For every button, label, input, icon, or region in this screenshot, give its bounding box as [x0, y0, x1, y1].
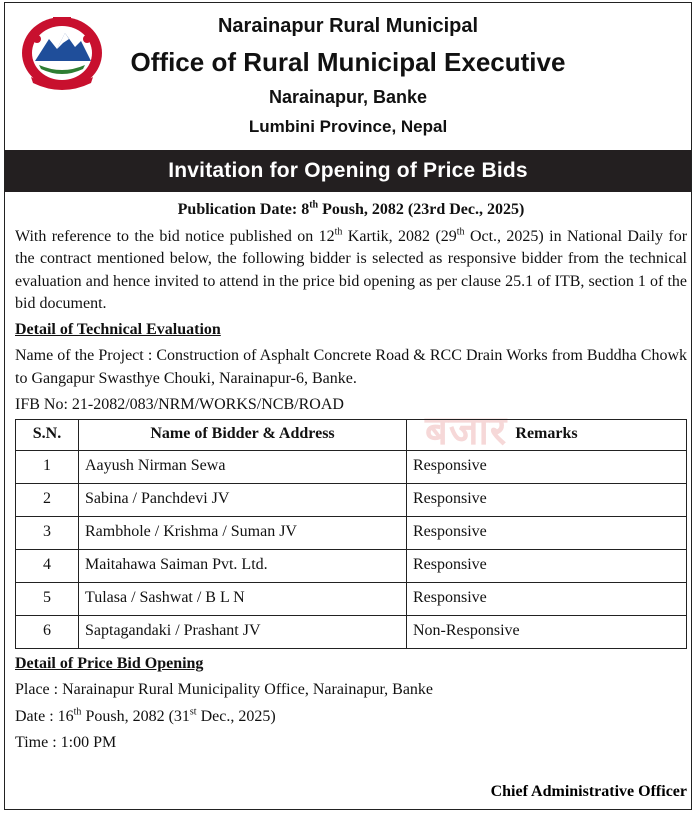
table-row: [16, 516, 687, 549]
col-remarks: Remarks: [407, 419, 687, 450]
cell-remarks: Non-Responsive: [407, 615, 687, 648]
cell-remarks: Responsive: [407, 450, 687, 483]
bidder-table: [15, 419, 687, 649]
office-location: Narainapur, Banke: [268, 87, 428, 107]
cell-bidder: Sabina / Panchdevi JV: [79, 483, 407, 516]
cell-sn: 1: [16, 450, 79, 483]
cell-sn: 6: [16, 615, 79, 648]
cell-sn: 2: [16, 483, 79, 516]
cell-sn: 5: [16, 582, 79, 615]
intro-paragraph: With reference to the bid notice published on 12th Kartik, 2082 (29th Oct., 2025) in National Daily for the contract mentioned below, the following bidder is selected as responsive bidder from the technical evaluation and hence invited to attend in the price bid opening as per clause 25.1 of ITB, section 1 of the bid document.: [15, 226, 688, 312]
province: Lumbini Province, Nepal: [248, 117, 448, 136]
notice-title: Invitation for Opening of Price Bids: [5, 150, 691, 192]
watermark: बजार: [425, 408, 508, 454]
table-row: [16, 450, 687, 483]
table-row: [16, 483, 687, 516]
table-row: [16, 549, 687, 582]
col-sn: S.N.: [16, 419, 79, 450]
project-name: Name of the Project : Construction of Asphalt Concrete Road & RCC Drain Works from Buddha Chowk to Gangapur Swasthye Chouki, Narainapur-6, Banke.: [15, 347, 687, 387]
cell-remarks: Responsive: [407, 516, 687, 549]
cell-bidder: Saptagandaki / Prashant JV: [79, 615, 407, 648]
table-row: [16, 582, 687, 615]
cell-bidder: Rambhole / Krishma / Suman JV: [79, 516, 407, 549]
ifb-number: IFB No: 21-2082/083/NRM/WORKS/NCB/ROAD: [15, 396, 344, 413]
cell-bidder: Aayush Nirman Sewa: [79, 450, 407, 483]
cell-sn: 4: [16, 549, 79, 582]
date-line: Date : 16th Poush, 2082 (31st Dec., 2025): [15, 706, 276, 725]
place-line: Place : Narainapur Rural Municipality Office, Narainapur, Banke: [15, 681, 434, 698]
table-header-row: [16, 419, 687, 450]
cell-bidder: Tulasa / Sashwat / B L N: [79, 582, 407, 615]
time-line: Time : 1:00 PM: [15, 734, 117, 751]
cell-bidder: Maitahawa Saiman Pvt. Ltd.: [79, 549, 407, 582]
table-row: [16, 615, 687, 648]
publication-date: Publication Date: 8th Poush, 2082 (23rd Dec., 2025): [177, 199, 525, 218]
cell-sn: 3: [16, 516, 79, 549]
cell-remarks: Responsive: [407, 549, 687, 582]
technical-heading: Detail of Technical Evaluation: [15, 320, 221, 338]
office-name: Office of Rural Municipal Executive: [130, 47, 566, 77]
cell-remarks: Responsive: [407, 582, 687, 615]
cell-remarks: Responsive: [407, 483, 687, 516]
header: [5, 3, 691, 149]
col-bidder: Name of Bidder & Address: [79, 419, 407, 450]
notice-frame: [4, 2, 692, 810]
price-heading: Detail of Price Bid Opening: [15, 654, 204, 672]
notice-body: [15, 199, 687, 755]
municipality-name: Narainapur Rural Municipal: [217, 15, 479, 37]
signature: Chief Administrative Officer: [490, 783, 687, 800]
